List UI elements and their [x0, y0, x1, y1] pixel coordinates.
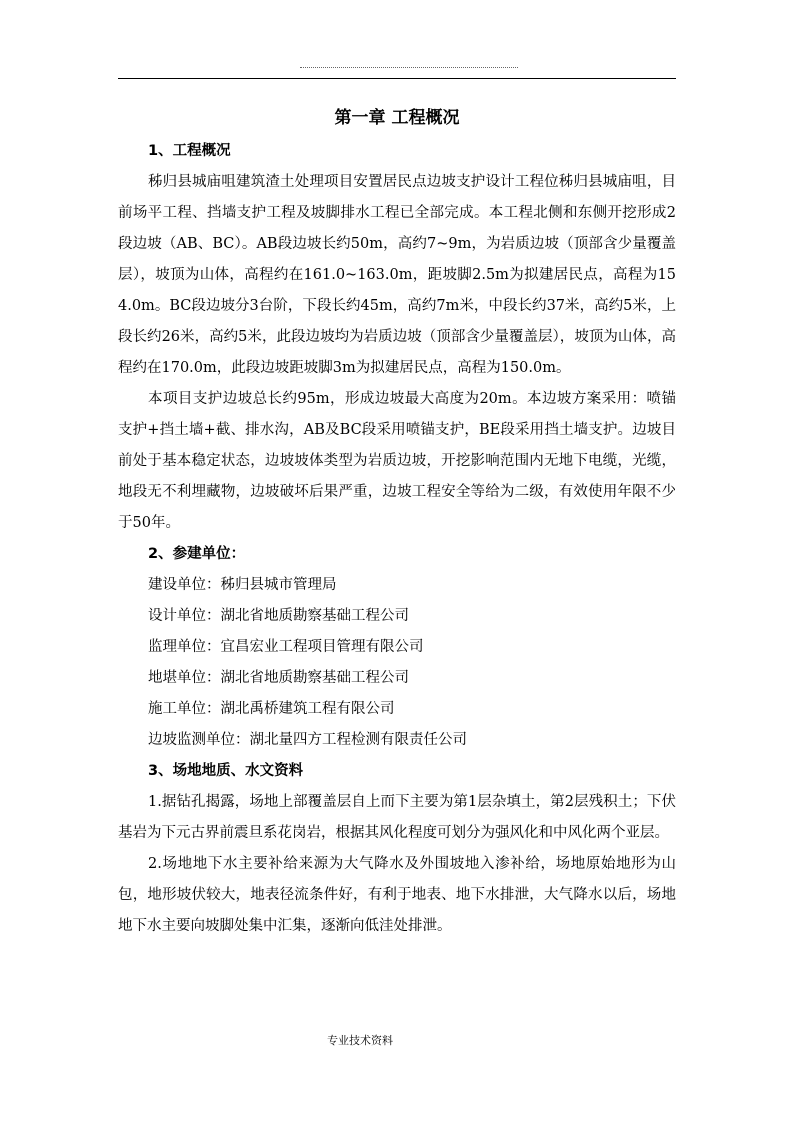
footer-label: 专业技术资料 — [327, 1034, 393, 1047]
participant-designer: 设计单位：湖北省地质勘察基础工程公司 — [148, 608, 409, 624]
participant-owner: 建设单位：秭归县城市管理局 — [148, 577, 337, 593]
overview-paragraph-1: 秭归县城庙咀建筑渣土处理项目安置居民点边坡支护设计工程位秭归县城庙咀，目前场平工程、挡墙支护工程及坡脚排水工程已全部完成。本工程北侧和东侧开挖形成2段边坡（AB、BC）。AB段边坡长约50m，高约7~9m，为岩质边坡（顶部含少量覆盖层），坡顶为山体，高程约在161.0~163.0m，距坡脚2.5m为拟建居民点，高程为154.0m。BC段边坡分3台阶，下段长约45m，高约7m米，中段长约37米，高约5米，上段长约26米，高约5米，此段边坡均为岩质边坡（顶部含少量覆盖层），坡顶为山体，高程约在170.0m，此段边坡距坡脚3m为拟建居民点，高程为150.0m。 — [118, 174, 676, 376]
participant-contractor: 施工单位：湖北禹桥建筑工程有限公司 — [148, 701, 395, 717]
geology-paragraph-1: 1.据钻孔揭露，场地上部覆盖层自上而下主要为第1层杂填土，第2层残积土；下伏基岩为下元古界前震旦系花岗岩，根据其风化程度可划分为强风化和中风化两个亚层。 — [118, 794, 676, 841]
page-content — [118, 100, 676, 942]
participant-supervisor: 监理单位：宜昌宏业工程项目管理有限公司 — [148, 639, 424, 655]
section-heading-participants: 2、参建单位： — [148, 546, 246, 562]
participant-monitor: 边坡监测单位：湖北量四方工程检测有限责任公司 — [148, 732, 467, 748]
geology-paragraph-2: 2.场地地下水主要补给来源为大气降水及外围坡地入渗补给，场地原始地形为山包，地形坡伏较大，地表径流条件好，有利于地表、地下水排泄，大气降水以后，场地地下水主要向坡脚处集中汇集，逐渐向低洼处排泄。 — [118, 856, 676, 934]
chapter-title: 第一章 工程概况 — [334, 108, 460, 128]
header-rule — [118, 78, 676, 79]
section-heading-overview: 1、工程概况 — [148, 143, 231, 159]
overview-paragraph-2: 本项目支护边坡总长约95m，形成边坡最大高度为20m。本边坡方案采用：喷锚支护+挡土墙+截、排水沟，AB及BC段采用喷锚支护，BE段采用挡土墙支护。边坡目前处于基本稳定状态，边坡坡体类型为岩质边坡，开挖影响范围内无地下电缆，光缆，地段无不利埋藏物，边坡破坏后果严重，边坡工程安全等给为二级，有效使用年限不少于50年。 — [118, 391, 676, 531]
section-heading-geology: 3、场地地质、水文资料 — [148, 763, 304, 779]
participant-survey: 地堪单位：湖北省地质勘察基础工程公司 — [148, 670, 409, 686]
header-dotted-line — [300, 67, 518, 68]
